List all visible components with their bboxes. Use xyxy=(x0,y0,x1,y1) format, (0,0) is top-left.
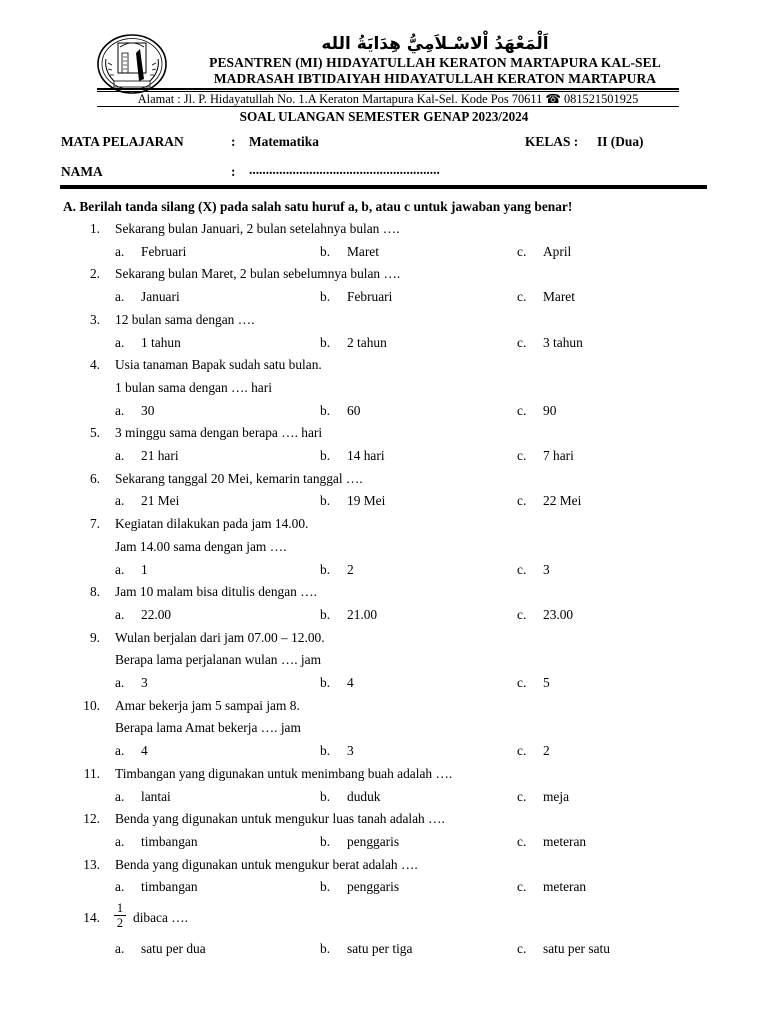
question-text: Timbangan yang digunakan untuk menimbang buah adalah …. xyxy=(115,765,453,781)
option-text[interactable]: 22.00 xyxy=(141,606,172,622)
option-letter[interactable]: b. xyxy=(320,675,331,690)
question-text: Sekarang tanggal 20 Mei, kemarin tanggal …. xyxy=(115,470,363,486)
option-letter[interactable]: c. xyxy=(517,940,527,956)
question-number: 13. xyxy=(83,856,100,872)
name-separator: : xyxy=(231,164,236,179)
option-letter[interactable]: c. xyxy=(517,743,527,759)
name-field[interactable]: ......................................................... xyxy=(249,162,440,177)
option-text[interactable]: 3 tahun xyxy=(543,334,583,350)
option-letter[interactable]: a. xyxy=(115,448,125,463)
option-text[interactable]: penggaris xyxy=(347,833,400,849)
option-letter[interactable]: c. xyxy=(517,289,527,305)
option-letter[interactable]: a. xyxy=(115,675,125,690)
question-text: Amar bekerja jam 5 sampai jam 8. xyxy=(115,697,300,713)
question-number: 8. xyxy=(89,584,100,600)
question-text: Berapa lama perjalanan wulan …. jam xyxy=(115,652,321,668)
option-text[interactable]: 30 xyxy=(141,402,155,418)
question-number: 2. xyxy=(89,266,100,282)
option-letter[interactable]: a. xyxy=(115,788,125,804)
option-letter[interactable]: c. xyxy=(517,402,527,418)
question-number: 7. xyxy=(89,516,100,532)
question-text: Kegiatan dilakukan pada jam 14.00. xyxy=(115,516,309,532)
option-text[interactable]: 14 hari xyxy=(347,448,385,463)
option-letter[interactable]: b. xyxy=(320,243,331,259)
option-text[interactable]: April xyxy=(543,243,572,259)
question-text: Jam 10 malam bisa ditulis dengan …. xyxy=(115,584,317,600)
institution-name-line1: PESANTREN (MI) HIDAYATULLAH KERATON MARTAPURA KAL-SEL xyxy=(209,55,661,70)
option-text[interactable]: Februari xyxy=(141,243,187,259)
option-letter[interactable]: a. xyxy=(115,561,125,577)
option-letter[interactable]: c. xyxy=(517,561,527,577)
option-text[interactable]: Februari xyxy=(347,289,393,305)
question-number: 11. xyxy=(83,765,100,781)
option-text[interactable]: meja xyxy=(543,788,570,804)
option-letter[interactable]: a. xyxy=(115,493,125,509)
address-text: Alamat : Jl. P. Hidayatullah No. 1.A Keraton Martapura Kal-Sel. Kode Pos 70611 xyxy=(137,92,543,106)
question-number: 4. xyxy=(89,357,100,373)
option-text[interactable]: 3 xyxy=(347,743,354,759)
question-number: 10. xyxy=(83,697,100,713)
option-text[interactable]: 19 Mei xyxy=(347,493,386,509)
option-text[interactable]: timbangan xyxy=(141,833,198,849)
option-text[interactable]: 23.00 xyxy=(543,606,574,622)
fraction-numerator: 1 xyxy=(116,901,124,915)
option-text[interactable]: 21 hari xyxy=(141,448,179,463)
option-text[interactable]: 2 xyxy=(543,743,550,759)
option-letter[interactable]: c. xyxy=(517,833,527,849)
option-letter[interactable]: b. xyxy=(320,743,331,759)
option-text[interactable]: satu per dua xyxy=(141,940,206,956)
question-text: Sekarang bulan Maret, 2 bulan sebelumnya bulan …. xyxy=(115,266,401,282)
question-text: Benda yang digunakan untuk mengukur luas tanah adalah …. xyxy=(115,811,445,827)
question-text: Sekarang bulan Januari, 2 bulan setelahnya bulan …. xyxy=(115,221,400,236)
fraction-denominator: 2 xyxy=(116,916,124,930)
question-text: Benda yang digunakan untuk mengukur berat adalah …. xyxy=(115,856,418,872)
question-text: 3 minggu sama dengan berapa …. hari xyxy=(115,425,323,441)
option-text[interactable]: 21 Mei xyxy=(141,493,180,509)
option-letter[interactable]: b. xyxy=(320,289,331,305)
question-number: 9. xyxy=(89,629,100,645)
question-text: Wulan berjalan dari jam 07.00 – 12.00. xyxy=(115,629,325,645)
option-letter[interactable]: b. xyxy=(320,879,331,895)
subject-value: Matematika xyxy=(249,134,319,149)
option-letter[interactable]: b. xyxy=(320,833,331,849)
exam-title: SOAL ULANGAN SEMESTER GENAP 2023/2024 xyxy=(239,109,529,124)
question-text: Usia tanaman Bapak sudah satu bulan. xyxy=(115,357,322,373)
option-text[interactable]: 2 tahun xyxy=(347,334,387,350)
arabic-institution-name: اَلْمَعْهَدُ اْلاسْـلاَمِيُّ هِدَايَةُ الله xyxy=(321,34,549,54)
option-letter[interactable]: a. xyxy=(115,289,125,305)
fraction-one-half xyxy=(114,902,126,929)
option-text[interactable]: timbangan xyxy=(141,879,198,895)
option-text[interactable]: 3 xyxy=(543,561,550,577)
option-letter[interactable]: c. xyxy=(517,493,527,509)
option-letter[interactable]: a. xyxy=(115,879,125,895)
option-letter[interactable]: c. xyxy=(517,606,527,622)
option-text[interactable]: 4 xyxy=(347,675,354,690)
phone-number: 081521501925 xyxy=(563,92,639,106)
question-number: 14. xyxy=(83,910,100,925)
option-text[interactable]: Maret xyxy=(543,289,575,305)
question-text: Jam 14.00 sama dengan jam …. xyxy=(115,538,287,554)
option-letter[interactable]: b. xyxy=(320,402,331,418)
option-letter[interactable]: b. xyxy=(320,493,331,509)
option-text[interactable]: 5 xyxy=(543,675,550,690)
option-text[interactable]: meteran xyxy=(543,833,587,849)
option-letter[interactable]: b. xyxy=(320,940,331,956)
question-number: 5. xyxy=(89,425,100,441)
school-crest-logo xyxy=(96,33,168,95)
option-letter[interactable]: a. xyxy=(115,743,125,759)
option-letter[interactable]: b. xyxy=(320,448,331,463)
question-text: Berapa lama Amat bekerja …. jam xyxy=(115,720,301,736)
option-letter[interactable]: c. xyxy=(517,788,527,804)
option-text[interactable]: 60 xyxy=(347,402,361,418)
option-text[interactable]: 90 xyxy=(543,402,557,418)
option-text[interactable]: 3 xyxy=(141,675,148,690)
option-letter[interactable]: a. xyxy=(115,334,125,350)
option-letter[interactable]: b. xyxy=(320,606,331,622)
option-text[interactable]: 1 xyxy=(141,561,148,577)
option-letter[interactable]: c. xyxy=(517,448,527,463)
institution-name-line2: MADRASAH IBTIDAIYAH HIDAYATULLAH KERATON MARTAPURA xyxy=(213,71,657,86)
question-text: 12 bulan sama dengan …. xyxy=(115,311,255,327)
option-text[interactable]: duduk xyxy=(347,788,381,804)
question-number: 3. xyxy=(89,311,100,327)
option-letter[interactable]: a. xyxy=(115,243,125,259)
option-text[interactable]: 1 tahun xyxy=(141,334,181,350)
option-letter[interactable]: a. xyxy=(115,606,125,622)
option-text[interactable]: satu per tiga xyxy=(347,940,413,956)
class-value: II (Dua) xyxy=(597,134,644,149)
option-text[interactable]: Januari xyxy=(141,289,180,305)
option-letter[interactable]: a. xyxy=(115,833,125,849)
address-line xyxy=(97,91,679,107)
question-number: 6. xyxy=(89,470,100,486)
option-letter[interactable]: b. xyxy=(320,561,331,577)
option-text[interactable]: 2 xyxy=(347,561,354,577)
question-text: 1 bulan sama dengan …. hari xyxy=(115,379,272,395)
option-letter[interactable]: b. xyxy=(320,334,331,350)
question-text: dibaca …. xyxy=(133,910,189,925)
question-number: 12. xyxy=(83,811,100,827)
option-text[interactable]: meteran xyxy=(543,879,587,895)
option-letter[interactable]: c. xyxy=(517,334,527,350)
option-text[interactable]: penggaris xyxy=(347,879,400,895)
question-number: 1. xyxy=(89,221,100,236)
class-label: KELAS : xyxy=(525,134,579,149)
option-letter[interactable]: c. xyxy=(517,675,527,690)
option-letter[interactable]: a. xyxy=(115,940,125,956)
option-text[interactable]: 22 Mei xyxy=(543,493,582,509)
option-letter[interactable]: a. xyxy=(115,402,125,418)
option-letter[interactable]: c. xyxy=(517,243,527,259)
letterhead-rule-bottom xyxy=(97,106,679,107)
option-text[interactable]: satu per satu xyxy=(543,940,610,956)
option-letter[interactable]: c. xyxy=(517,879,527,895)
subject-label: MATA PELAJARAN xyxy=(61,134,184,149)
subject-separator: : xyxy=(231,134,236,149)
option-text[interactable]: 4 xyxy=(141,743,148,759)
option-text[interactable]: 7 hari xyxy=(543,448,574,463)
letterhead-rule-top xyxy=(97,88,679,90)
name-label: NAMA xyxy=(61,164,103,179)
option-text[interactable]: Maret xyxy=(347,243,379,259)
option-text[interactable]: lantai xyxy=(141,788,171,804)
section-instruction: A. Berilah tanda silang (X) pada salah satu huruf a, b, atau c untuk jawaban yang benar! xyxy=(63,199,573,214)
option-letter[interactable]: b. xyxy=(320,788,331,804)
option-text[interactable]: 21.00 xyxy=(347,606,378,622)
telephone-icon: ☎ xyxy=(545,92,561,106)
header-divider xyxy=(60,185,707,189)
